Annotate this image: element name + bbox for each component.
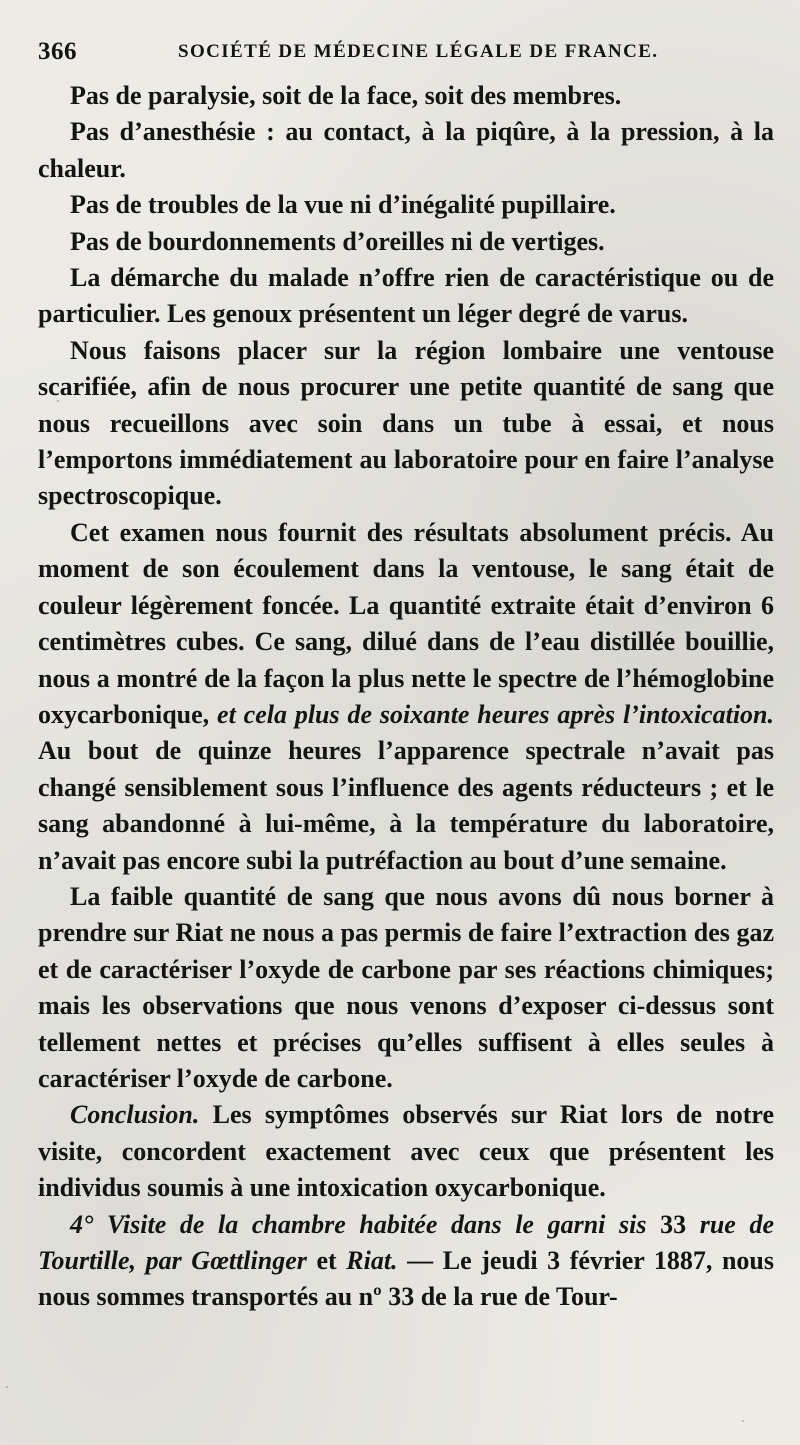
paragraph-conclusion [38,1097,774,1206]
body-text [38,78,774,1316]
page-number: 366 [38,38,77,65]
conclusion-label: Conclusion. [70,1100,200,1130]
paper-speck [6,1386,8,1388]
paragraph-troubles-vue: Pas de troubles de la vue ni d’inégalité pupillaire. [70,190,616,220]
visite-heading-part3: Riat. [346,1246,398,1275]
paper-speck [57,400,59,402]
visite-street-number: 33 [660,1209,687,1239]
paragraph-visite-chambre [38,1207,774,1316]
paragraph-examen [38,515,774,879]
visite-conjunction: et [316,1246,337,1275]
visite-heading-part2: rue de Tourtille, par Gœttlinger [38,1209,774,1275]
paragraph-paralysie: Pas de paralysie, soit de la face, soit des membres. [70,81,622,110]
page-header [38,38,760,72]
examen-italic-emphasis: et cela plus de soixante heures après l’intoxication. [217,699,774,729]
examen-text-after: Au bout de quinze heures l’apparence spectrale n’avait pas changé sensiblement sous l’influence des agents réducteurs ; et le sang abandonné à lui-même, à la température du laboratoire, n’avait pas encore subi la putréfaction au bout d’une semaine. [38,736,774,875]
running-title: SOCIÉTÉ DE MÉDECINE LÉGALE DE FRANCE. [178,41,659,62]
conclusion-text: Les symptômes observés sur Riat lors de notre visite, concordent exactement avec ceux que présentent les individus soumis à une intoxication oxycarbonique. [38,1100,774,1203]
paper-speck [742,1420,744,1422]
paragraph-demarche: La démarche du malade n’offre rien de caractéristique ou de particulier. Les genoux présentent un léger degré de varus. [38,263,774,329]
visite-heading-part1: 4° Visite de la chambre habitée dans le garni sis [70,1209,647,1239]
paragraph-anesthesie: Pas d’anesthésie : au contact, à la piqûre, à la pression, à la chaleur. [38,117,774,183]
paragraph-bourdonnements: Pas de bourdonnements d’oreilles ni de vertiges. [70,226,605,256]
paragraph-ventouse: Nous faisons placer sur la région lombaire une ventouse scarifiée, afin de nous procurer une petite quantité de sang que nous recueillons avec soin dans un tube à essai, et nous l’emportons immédiatement au laboratoire pour en faire l’analyse spectroscopique. [38,335,774,511]
examen-text-before: Cet examen nous fournit des résultats absolument précis. Au moment de son écoulement dans la ventouse, le sang était de couleur légèrement foncée. La quantité extraite était d’environ 6 centimètres cubes. Ce sang, dilué dans de l’eau distillée bouillie, nous a montré de la façon la plus nette le spectre de l’hémoglobine oxycarbonique, [38,517,774,729]
visite-text-after: — Le jeudi 3 février 1887, nous nous sommes transportés au nº 33 de la rue de Tour- [38,1246,775,1312]
paragraph-faible-quantite: La faible quantité de sang que nous avons dû nous borner à prendre sur Riat ne nous a pas permis de faire l’extraction des gaz et de caractériser l’oxyde de carbone par ses réactions chimiques; mais les observations que nous venons d’exposer ci-dessus sont tellement nettes et précises qu’elles suffisent à elles seules à caractériser l’oxyde de carbone. [38,881,774,1093]
